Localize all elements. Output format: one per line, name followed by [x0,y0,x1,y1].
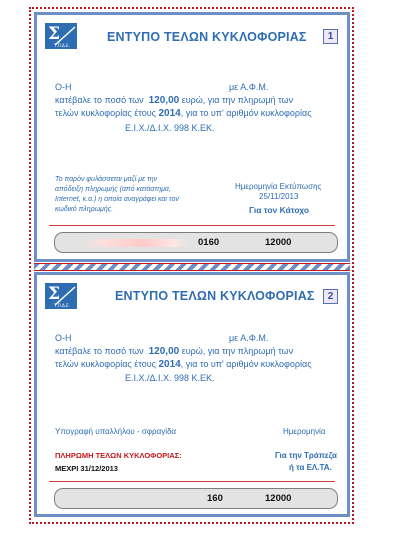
logo-icon [45,23,77,49]
keep-notice: Το παρόν φυλάσσεται μαζί με την απόδειξη πληρωμής (από κατάστημα, Internet, κ.α.) η οποία αναγράφει και τον κωδικό πληρωμής. [55,176,179,213]
svg-text:Σ: Σ [48,284,61,304]
print-date-label: Ημερομηνία Εκτύπωσης [235,182,322,191]
svg-text:Σ: Σ [48,24,61,44]
form-title: ΕΝΤΥΠΟ ΤΕΛΩΝ ΚΥΚΛΟΦΟΡΙΑΣ [115,289,315,303]
owner-label: Ο-Η [55,82,72,92]
payment-form-sheet [29,7,354,524]
year-line: τελών κυκλοφορίας έτους 2014, για το υπ' αριθμόν κυκλοφορίας [55,359,312,370]
slip-holder-copy [34,12,350,262]
bank-label-line2: ή τα ΕΛ.ΤΑ. [289,463,332,472]
logo-text: Τ.Π.Δ.Ε. [54,43,70,48]
redacted-code [85,239,189,247]
payment-title: ΠΛΗΡΩΜΗ ΤΕΛΩΝ ΚΥΚΛΟΦΟΡΙΑΣ: [55,451,182,460]
divider [49,225,335,226]
payment-deadline: ΜΕΧΡΙ 31/12/2013 [55,464,118,473]
date-label: Ημερομηνία [283,427,326,436]
holder-label: Για τον Κάτοχο [249,205,310,215]
owner-label: Ο-Η [55,333,72,343]
logo-text: Τ.Π.Δ.Ε. [54,303,70,308]
payment-total: 12000 [265,493,292,504]
signature-label: Υπογραφή υπαλλήλου - σφραγίδα [55,427,177,436]
copy-number-badge: 2 [323,289,338,304]
amount-value: 120,00 [148,95,180,106]
payment-total: 12000 [265,237,292,248]
payment-code-bar [54,488,338,509]
payment-code: 0160 [198,237,220,248]
form-title: ΕΝΤΥΠΟ ΤΕΛΩΝ ΚΥΚΛΟΦΟΡΙΑΣ [107,30,307,44]
amount-value: 120,00 [148,346,180,357]
amount-line: κατέβαλε το ποσό των 120,00 ευρώ, για την πληρωμή των [55,95,294,106]
print-date: 25/11/2013 [259,192,299,201]
divider [49,481,335,482]
vehicle-id: Ε.Ι.Χ./Δ.Ι.Χ. 998 Κ.ΕΚ. [125,123,215,133]
payment-code: 160 [207,493,223,504]
copy-number-badge: 1 [323,29,338,44]
amount-line: κατέβαλε το ποσό των 120,00 ευρώ, για την πληρωμή των [55,346,294,357]
year-line: τελών κυκλοφορίας έτους 2014, για το υπ' αριθμόν κυκλοφορίας [55,108,312,119]
vehicle-id: Ε.Ι.Χ./Δ.Ι.Χ. 998 Κ.ΕΚ. [125,373,215,383]
payment-code-bar [54,232,338,253]
tear-line [34,263,350,271]
afm-label: με Α.Φ.Μ. [229,333,269,343]
year-value: 2014 [158,359,181,370]
slip-bank-copy [34,272,350,517]
year-value: 2014 [158,108,181,119]
logo-icon [45,283,77,309]
afm-label: με Α.Φ.Μ. [229,82,269,92]
bank-label-line1: Για την Τράπεζα [275,451,337,460]
